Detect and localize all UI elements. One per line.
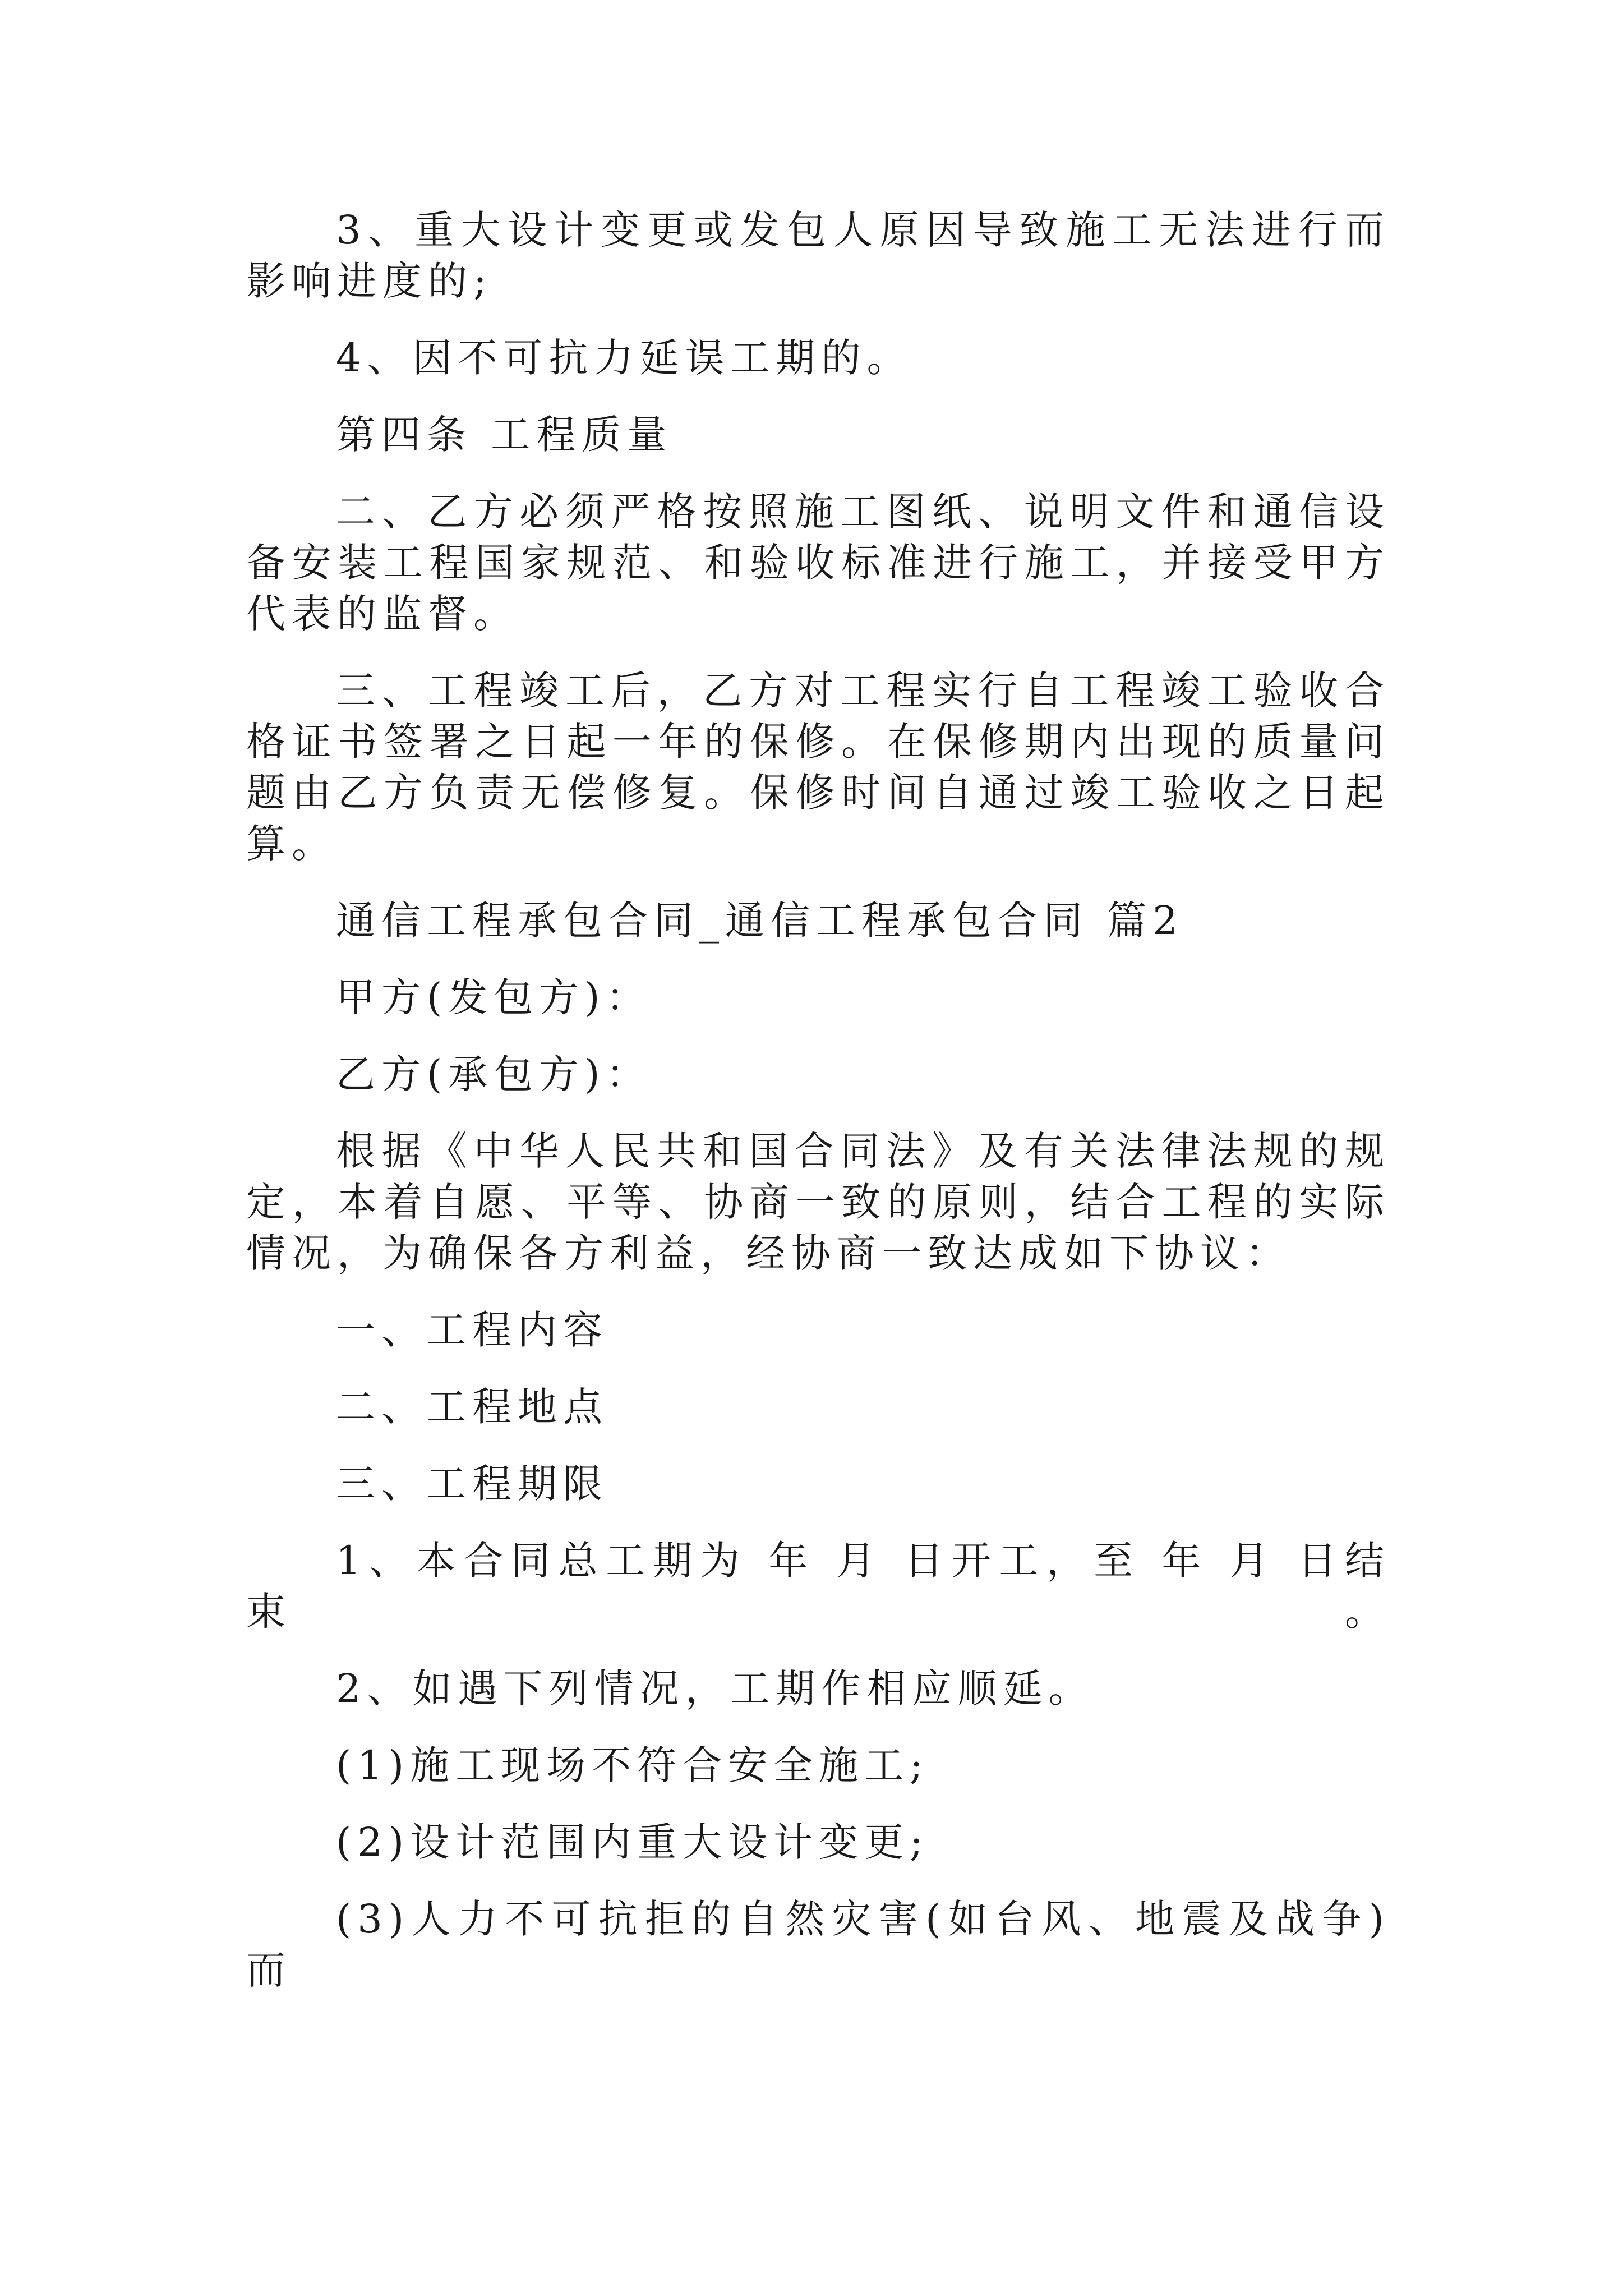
list-item-2: (2)设计范围内重大设计变更; xyxy=(336,1819,929,1865)
party-b-line: 乙方(承包方)： xyxy=(336,1051,652,1097)
preamble-paragraph: 根据《中华人民共和国合同法》及有关法律法规的规定，本着自愿、平等、协商一致的原则，结合工程的实际情况，为确保各方利益，经协商一致达成如下协议： xyxy=(246,1128,1390,1276)
paragraph-quality-2: 二、乙方必须严格按照施工图纸、说明文件和通信设备安装工程国家规范、和验收标准进行施工，并接受甲方代表的监督。 xyxy=(246,489,1390,637)
section-project-content: 一、工程内容 xyxy=(336,1307,608,1353)
paragraph-period-2: 2、如遇下列情况，工期作相应顺延。 xyxy=(336,1665,1094,1711)
contract-title-part-2: 通信工程承包合同_通信工程承包合同 篇2 xyxy=(336,898,1184,944)
paragraph-period-1: 1、本合同总工期为 年 月 日开工，至 年 月 日结束。 xyxy=(246,1538,1390,1635)
paragraph-quality-3: 三、工程竣工后，乙方对工程实行自工程竣工验收合格证书签署之日起一年的保修。在保修期内出现的质量问题由乙方负责无偿修复。保修时间自通过竣工验收之日起算。 xyxy=(246,668,1390,867)
section-project-period: 三、工程期限 xyxy=(336,1461,608,1507)
document-body xyxy=(246,205,1390,1996)
list-item-3: (3)人力不可抗拒的自然灾害(如台风、地震及战争)而 xyxy=(246,1896,1390,1993)
section-heading-article-4: 第四条 工程质量 xyxy=(336,412,673,458)
section-project-location: 二、工程地点 xyxy=(336,1384,608,1430)
paragraph-clause-3: 3、重大设计变更或发包人原因导致施工无法进行而影响进度的; xyxy=(246,207,1390,304)
paragraph-clause-4: 4、因不可抗力延误工期的。 xyxy=(336,335,912,381)
list-item-1: (1)施工现场不符合安全施工; xyxy=(336,1742,929,1788)
party-a-line: 甲方(发包方)： xyxy=(336,974,652,1020)
